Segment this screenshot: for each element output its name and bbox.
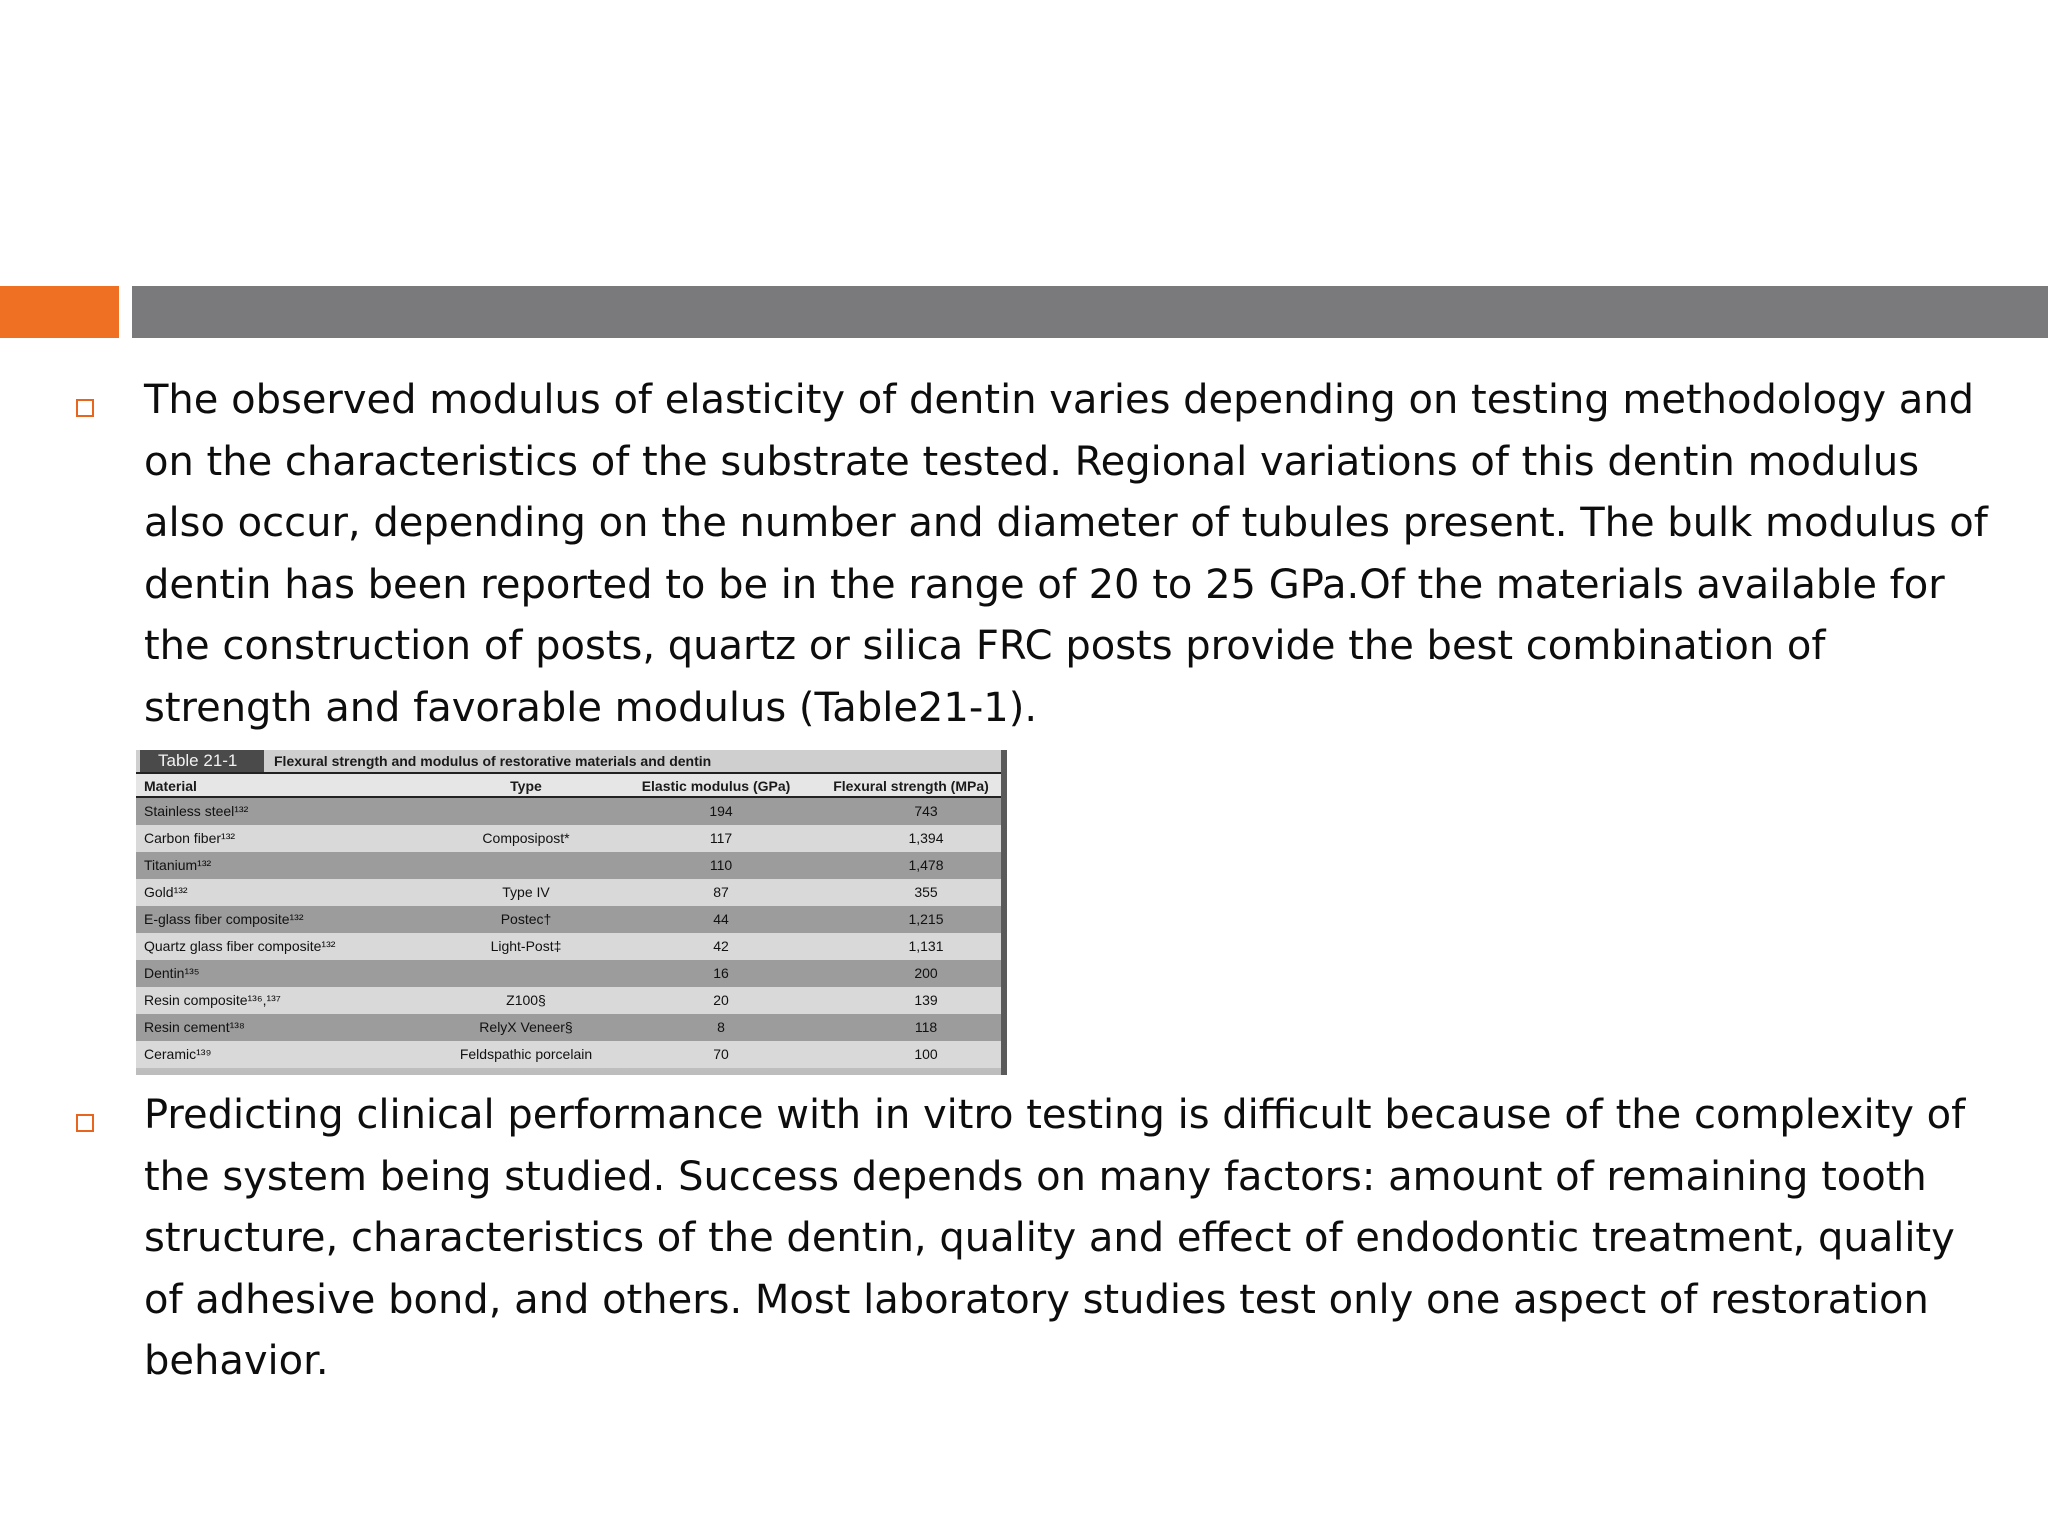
- image-edge: [1001, 750, 1007, 1075]
- table-cell: Feldspathic porcelain: [459, 1046, 593, 1062]
- table-cell: [416, 798, 636, 825]
- table-cell: Resin cement¹³⁸: [144, 1019, 245, 1035]
- table-cell: 42: [713, 938, 729, 954]
- bullet-square-icon: [76, 399, 94, 417]
- table-row: [136, 1014, 1007, 1041]
- table-cell: E-glass fiber composite¹³²: [144, 911, 304, 927]
- paragraph-2: Predicting clinical performance with in vitro testing is difficult because of the complexity of the system being studied. Success depends on many factors: amount of remaining tooth structure, characteristics of the dentin, quality and effect of endodontic treatment, quality of adhesive bond, and others. Most laboratory studies test only one aspect of restoration behavior.: [144, 1092, 1966, 1384]
- table-cell: 743: [914, 803, 938, 819]
- paragraph-1: The observed modulus of elasticity of dentin varies depending on testing methodology and on the characteristics of the substrate tested. Regional variations of this dentin modulus also occur, depending on the number and diameter of tubules present. The bulk modulus of dentin has been reported to be in the range of 20 to 25 GPa.Of the materials available for the construction of posts, quartz or silica FRC posts provide the best combination of strength and favorable modulus (Table21-1).: [144, 377, 1988, 731]
- table-cell: 8: [717, 1019, 725, 1035]
- table-cell: Type IV: [502, 884, 550, 900]
- table-row: [136, 1041, 1007, 1068]
- table-cell: Gold¹³²: [144, 884, 188, 900]
- table-cell: Titanium¹³²: [144, 857, 212, 873]
- table-cell: 16: [713, 965, 729, 981]
- table-header-cell: Type: [510, 778, 542, 794]
- table-cell: Resin composite¹³⁶,¹³⁷: [144, 992, 281, 1008]
- table-cell: Composipost*: [482, 830, 570, 846]
- table-cell: Quartz glass fiber composite¹³²: [144, 938, 336, 954]
- table-cell: 1,394: [908, 830, 944, 846]
- table-cell: 110: [709, 857, 733, 873]
- table-cell: 20: [713, 992, 729, 1008]
- table-cell: 355: [914, 884, 938, 900]
- table-header-cell: Material: [144, 778, 197, 794]
- table-body: [136, 798, 1007, 1068]
- table-cell: 70: [713, 1046, 729, 1062]
- table-row: [136, 825, 1007, 852]
- table-row: [136, 879, 1007, 906]
- table-cell: [416, 960, 636, 987]
- header-bar: [132, 286, 2048, 338]
- table-cell: Ceramic¹³⁹: [144, 1046, 212, 1062]
- table-cell: 1,215: [908, 911, 944, 927]
- table-row: [136, 798, 1007, 825]
- table-cell: 87: [713, 884, 729, 900]
- table-number: Table 21-1: [140, 750, 264, 772]
- table-header-row: [136, 772, 1007, 798]
- table-cell: [416, 852, 636, 879]
- table-row: [136, 987, 1007, 1014]
- table-cell: Carbon fiber¹³²: [144, 830, 236, 846]
- table-row: [136, 852, 1007, 879]
- table-cell: 139: [914, 992, 938, 1008]
- header-accent-bar: [0, 286, 119, 338]
- table-header-cell: Flexural strength (MPa): [833, 778, 989, 794]
- bullet-square-icon: [76, 1114, 94, 1132]
- table-header-cell: Elastic modulus (GPa): [641, 778, 791, 794]
- table-row: [136, 960, 1007, 987]
- table-caption: Flexural strength and modulus of restorative materials and dentin: [274, 753, 712, 769]
- table-cell: Light-Post‡: [490, 938, 562, 954]
- table-cell: Dentin¹³⁵: [144, 965, 200, 981]
- table-cell: 100: [914, 1046, 938, 1062]
- table-row: [136, 906, 1007, 933]
- table-cell: Stainless steel¹³²: [144, 803, 249, 819]
- table-cell: 1,131: [908, 938, 944, 954]
- table-cell: Postec†: [500, 911, 552, 927]
- table-image: [136, 750, 1007, 1075]
- table-cell: 117: [709, 830, 733, 846]
- table-cell: 200: [914, 965, 938, 981]
- table-cell: Z100§: [506, 992, 546, 1008]
- table-row: [136, 933, 1007, 960]
- table-cell: 118: [914, 1019, 938, 1035]
- table-cell: 194: [709, 803, 733, 819]
- table-cell: 1,478: [908, 857, 944, 873]
- table-cell: 44: [713, 911, 729, 927]
- table-cell: RelyX Veneer§: [479, 1019, 573, 1035]
- table-title-bar: [136, 750, 1007, 772]
